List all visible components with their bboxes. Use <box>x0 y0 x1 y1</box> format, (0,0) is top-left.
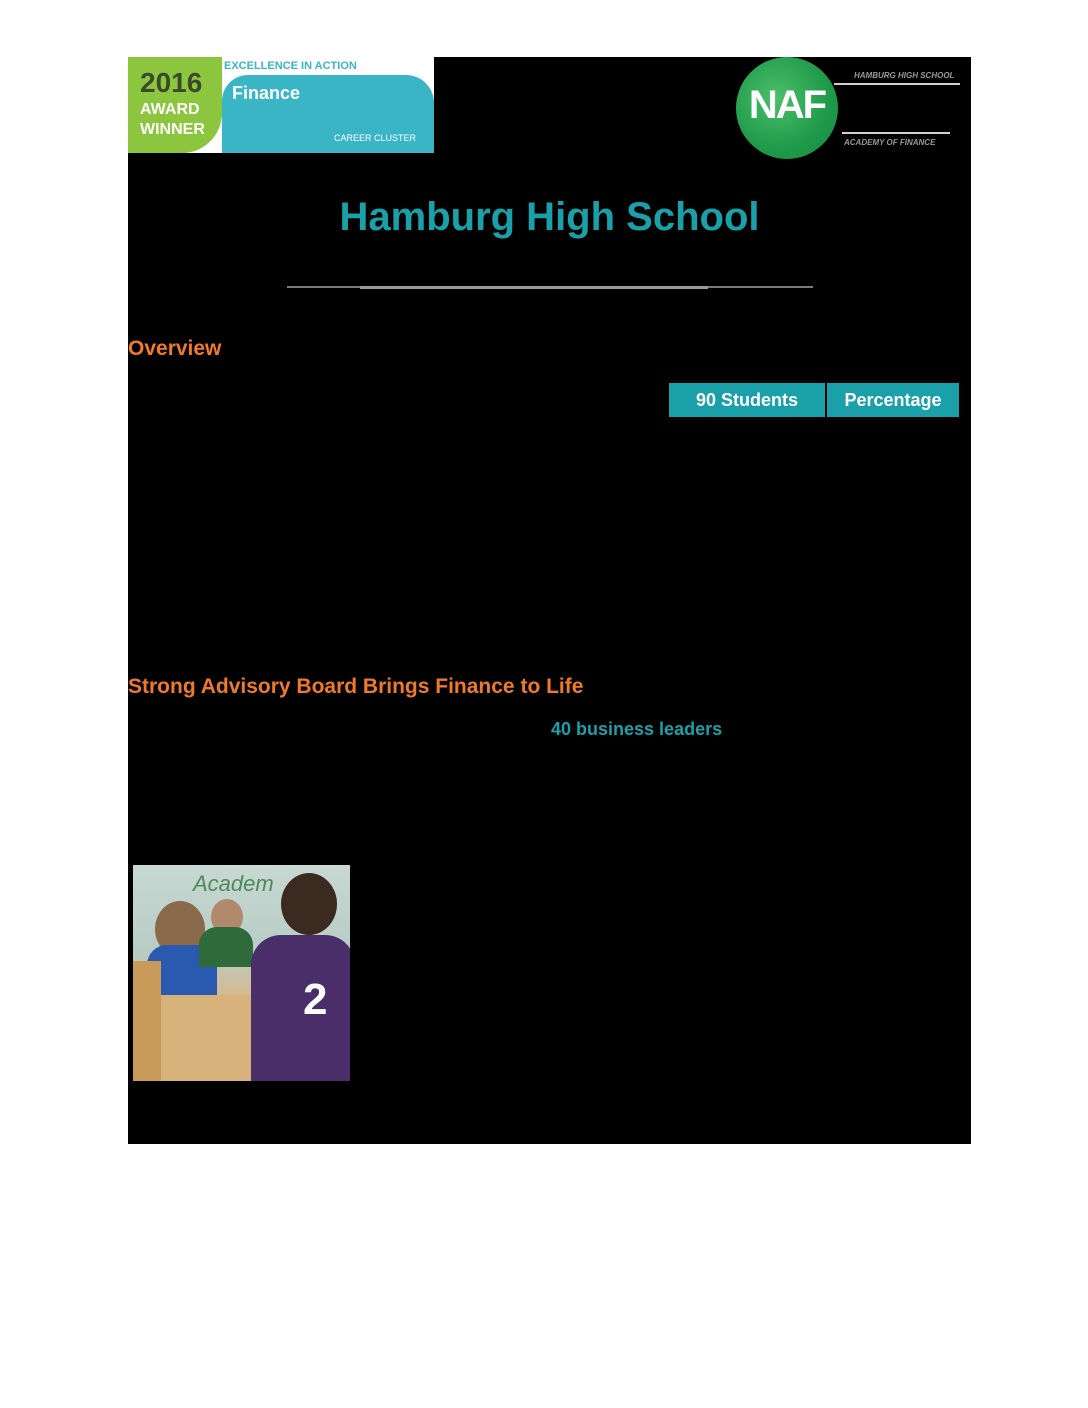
document-page <box>128 57 971 1144</box>
photo-student-2-body <box>199 927 253 967</box>
badge-excellence: EXCELLENCE IN ACTION <box>224 60 357 72</box>
photo-counter-post <box>133 961 161 1081</box>
badge-green-panel <box>128 57 222 153</box>
naf-school-name: HAMBURG HIGH SCHOOL <box>854 71 955 80</box>
badge-finance: Finance <box>232 83 301 103</box>
naf-academy-name: ACADEMY OF FINANCE <box>844 138 936 147</box>
page-title: Hamburg High School <box>339 195 760 239</box>
photo-sign-text: Academ <box>193 871 274 896</box>
students-photo <box>133 865 350 1081</box>
business-leaders-highlight: 40 business leaders <box>551 719 723 739</box>
naf-divider-bottom <box>842 132 950 134</box>
table-header-percentage: Percentage <box>827 383 959 417</box>
overview-heading: Overview <box>128 337 222 360</box>
table-header-students: 90 Students <box>669 383 825 417</box>
photo-student-3-body <box>251 935 350 1081</box>
demographics-table-header <box>669 383 959 417</box>
photo-jersey-number: 2 <box>303 975 328 1024</box>
badge-career-cluster: CAREER CLUSTER <box>333 133 416 143</box>
badge-winner: WINNER <box>140 121 205 138</box>
award-badge <box>128 57 434 153</box>
advisory-heading: Strong Advisory Board Brings Finance to Life <box>128 675 584 698</box>
naf-divider-top <box>834 83 960 85</box>
naf-logo-text: NAF <box>748 83 826 127</box>
badge-teal-panel <box>222 75 434 153</box>
title-rule-inner <box>360 286 708 289</box>
naf-logo <box>736 57 838 159</box>
badge-award: AWARD <box>140 101 200 118</box>
photo-student-3-head <box>281 873 337 935</box>
badge-year: 2016 <box>140 67 203 98</box>
